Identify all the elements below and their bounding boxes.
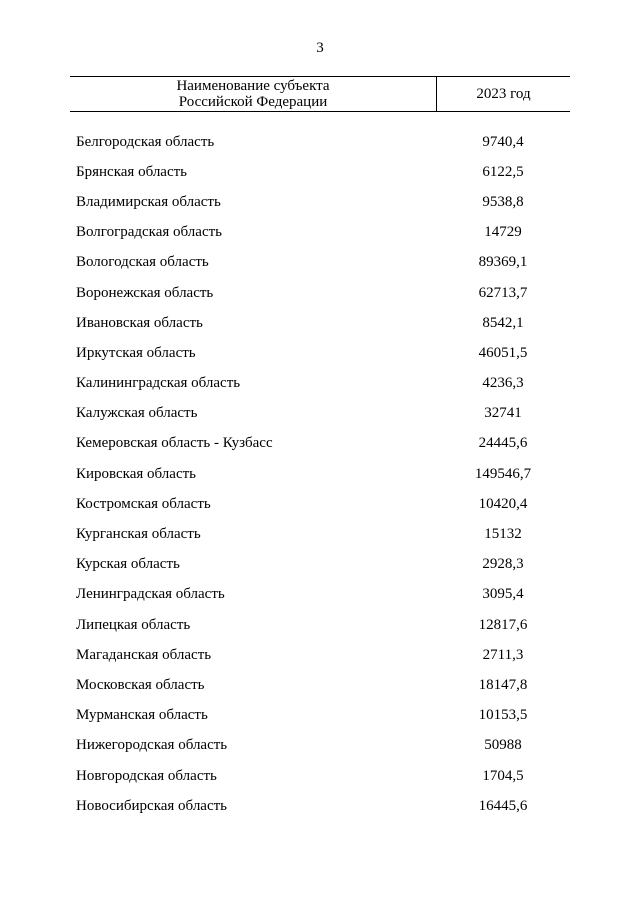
table-row xyxy=(70,338,570,368)
table-row xyxy=(70,399,570,429)
table-header xyxy=(70,76,570,112)
table-row xyxy=(70,761,570,791)
region-name-cell: Нижегородская область xyxy=(76,737,228,754)
region-name-cell: Костромская область xyxy=(76,495,211,512)
region-name-cell: Волгоградская область xyxy=(76,224,222,241)
value-cell: 4236,3 xyxy=(482,375,524,392)
table-row xyxy=(70,218,570,248)
table-row xyxy=(70,308,570,338)
value-cell: 24445,6 xyxy=(478,435,528,452)
region-name-cell: Мурманская область xyxy=(76,707,208,724)
table-row xyxy=(70,580,570,610)
table-row xyxy=(70,701,570,731)
value-cell: 62713,7 xyxy=(478,284,528,301)
value-cell: 12817,6 xyxy=(478,616,528,633)
value-cell: 3095,4 xyxy=(482,586,524,603)
table-row xyxy=(70,248,570,278)
value-cell: 14729 xyxy=(484,224,522,241)
table-row xyxy=(70,610,570,640)
region-name-cell: Иркутская область xyxy=(76,344,196,361)
region-name-cell: Воронежская область xyxy=(76,284,214,301)
value-cell: 10153,5 xyxy=(478,707,528,724)
header-region-name-line1: Наименование субъекта xyxy=(176,78,330,94)
region-name-cell: Белгородская область xyxy=(76,133,215,150)
region-name-cell: Липецкая область xyxy=(76,616,191,633)
value-cell: 18147,8 xyxy=(478,676,528,693)
region-name-cell: Ленинградская область xyxy=(76,586,225,603)
region-name-cell: Кировская область xyxy=(76,465,197,482)
table-row xyxy=(70,640,570,670)
region-name-cell: Владимирская область xyxy=(76,193,221,210)
value-cell: 32741 xyxy=(484,405,522,422)
value-cell: 149546,7 xyxy=(474,465,532,482)
region-name-cell: Магаданская область xyxy=(76,646,212,663)
table-row xyxy=(70,731,570,761)
table-row xyxy=(70,459,570,489)
page-number: 3 xyxy=(316,40,324,56)
value-cell: 1704,5 xyxy=(482,767,524,784)
region-name-cell: Ивановская область xyxy=(76,314,203,331)
region-name-cell: Брянская область xyxy=(76,163,188,180)
value-cell: 15132 xyxy=(484,526,522,543)
value-cell: 8542,1 xyxy=(482,314,524,331)
region-name-cell: Новосибирская область xyxy=(76,797,228,814)
table-row xyxy=(70,550,570,580)
data-table xyxy=(70,76,570,821)
table-row xyxy=(70,670,570,700)
table-body xyxy=(70,127,570,821)
table-row xyxy=(70,187,570,217)
region-name-cell: Кемеровская область - Кузбасс xyxy=(76,435,273,452)
table-row xyxy=(70,369,570,399)
region-name-cell: Вологодская область xyxy=(76,254,209,271)
value-cell: 2711,3 xyxy=(482,646,524,663)
value-cell: 89369,1 xyxy=(478,254,528,271)
region-name-cell: Курская область xyxy=(76,556,180,573)
table-row xyxy=(70,127,570,157)
header-region-name-line2: Российской Федерации xyxy=(178,94,328,110)
region-name-cell: Курганская область xyxy=(76,526,201,543)
value-cell: 2928,3 xyxy=(482,556,524,573)
table-row xyxy=(70,791,570,821)
header-region-name xyxy=(70,77,437,111)
value-cell: 50988 xyxy=(484,737,522,754)
region-name-cell: Калининградская область xyxy=(76,375,241,392)
table-row xyxy=(70,489,570,519)
value-cell: 46051,5 xyxy=(478,344,528,361)
value-cell: 6122,5 xyxy=(482,163,524,180)
table-row xyxy=(70,157,570,187)
header-year: 2023 год xyxy=(476,85,531,102)
table-row xyxy=(70,429,570,459)
value-cell: 10420,4 xyxy=(478,495,528,512)
table-row xyxy=(70,519,570,549)
value-cell: 16445,6 xyxy=(478,797,528,814)
region-name-cell: Московская область xyxy=(76,676,205,693)
value-cell: 9740,4 xyxy=(482,133,524,150)
table-row xyxy=(70,278,570,308)
region-name-cell: Новгородская область xyxy=(76,767,217,784)
value-cell: 9538,8 xyxy=(482,193,524,210)
region-name-cell: Калужская область xyxy=(76,405,198,422)
